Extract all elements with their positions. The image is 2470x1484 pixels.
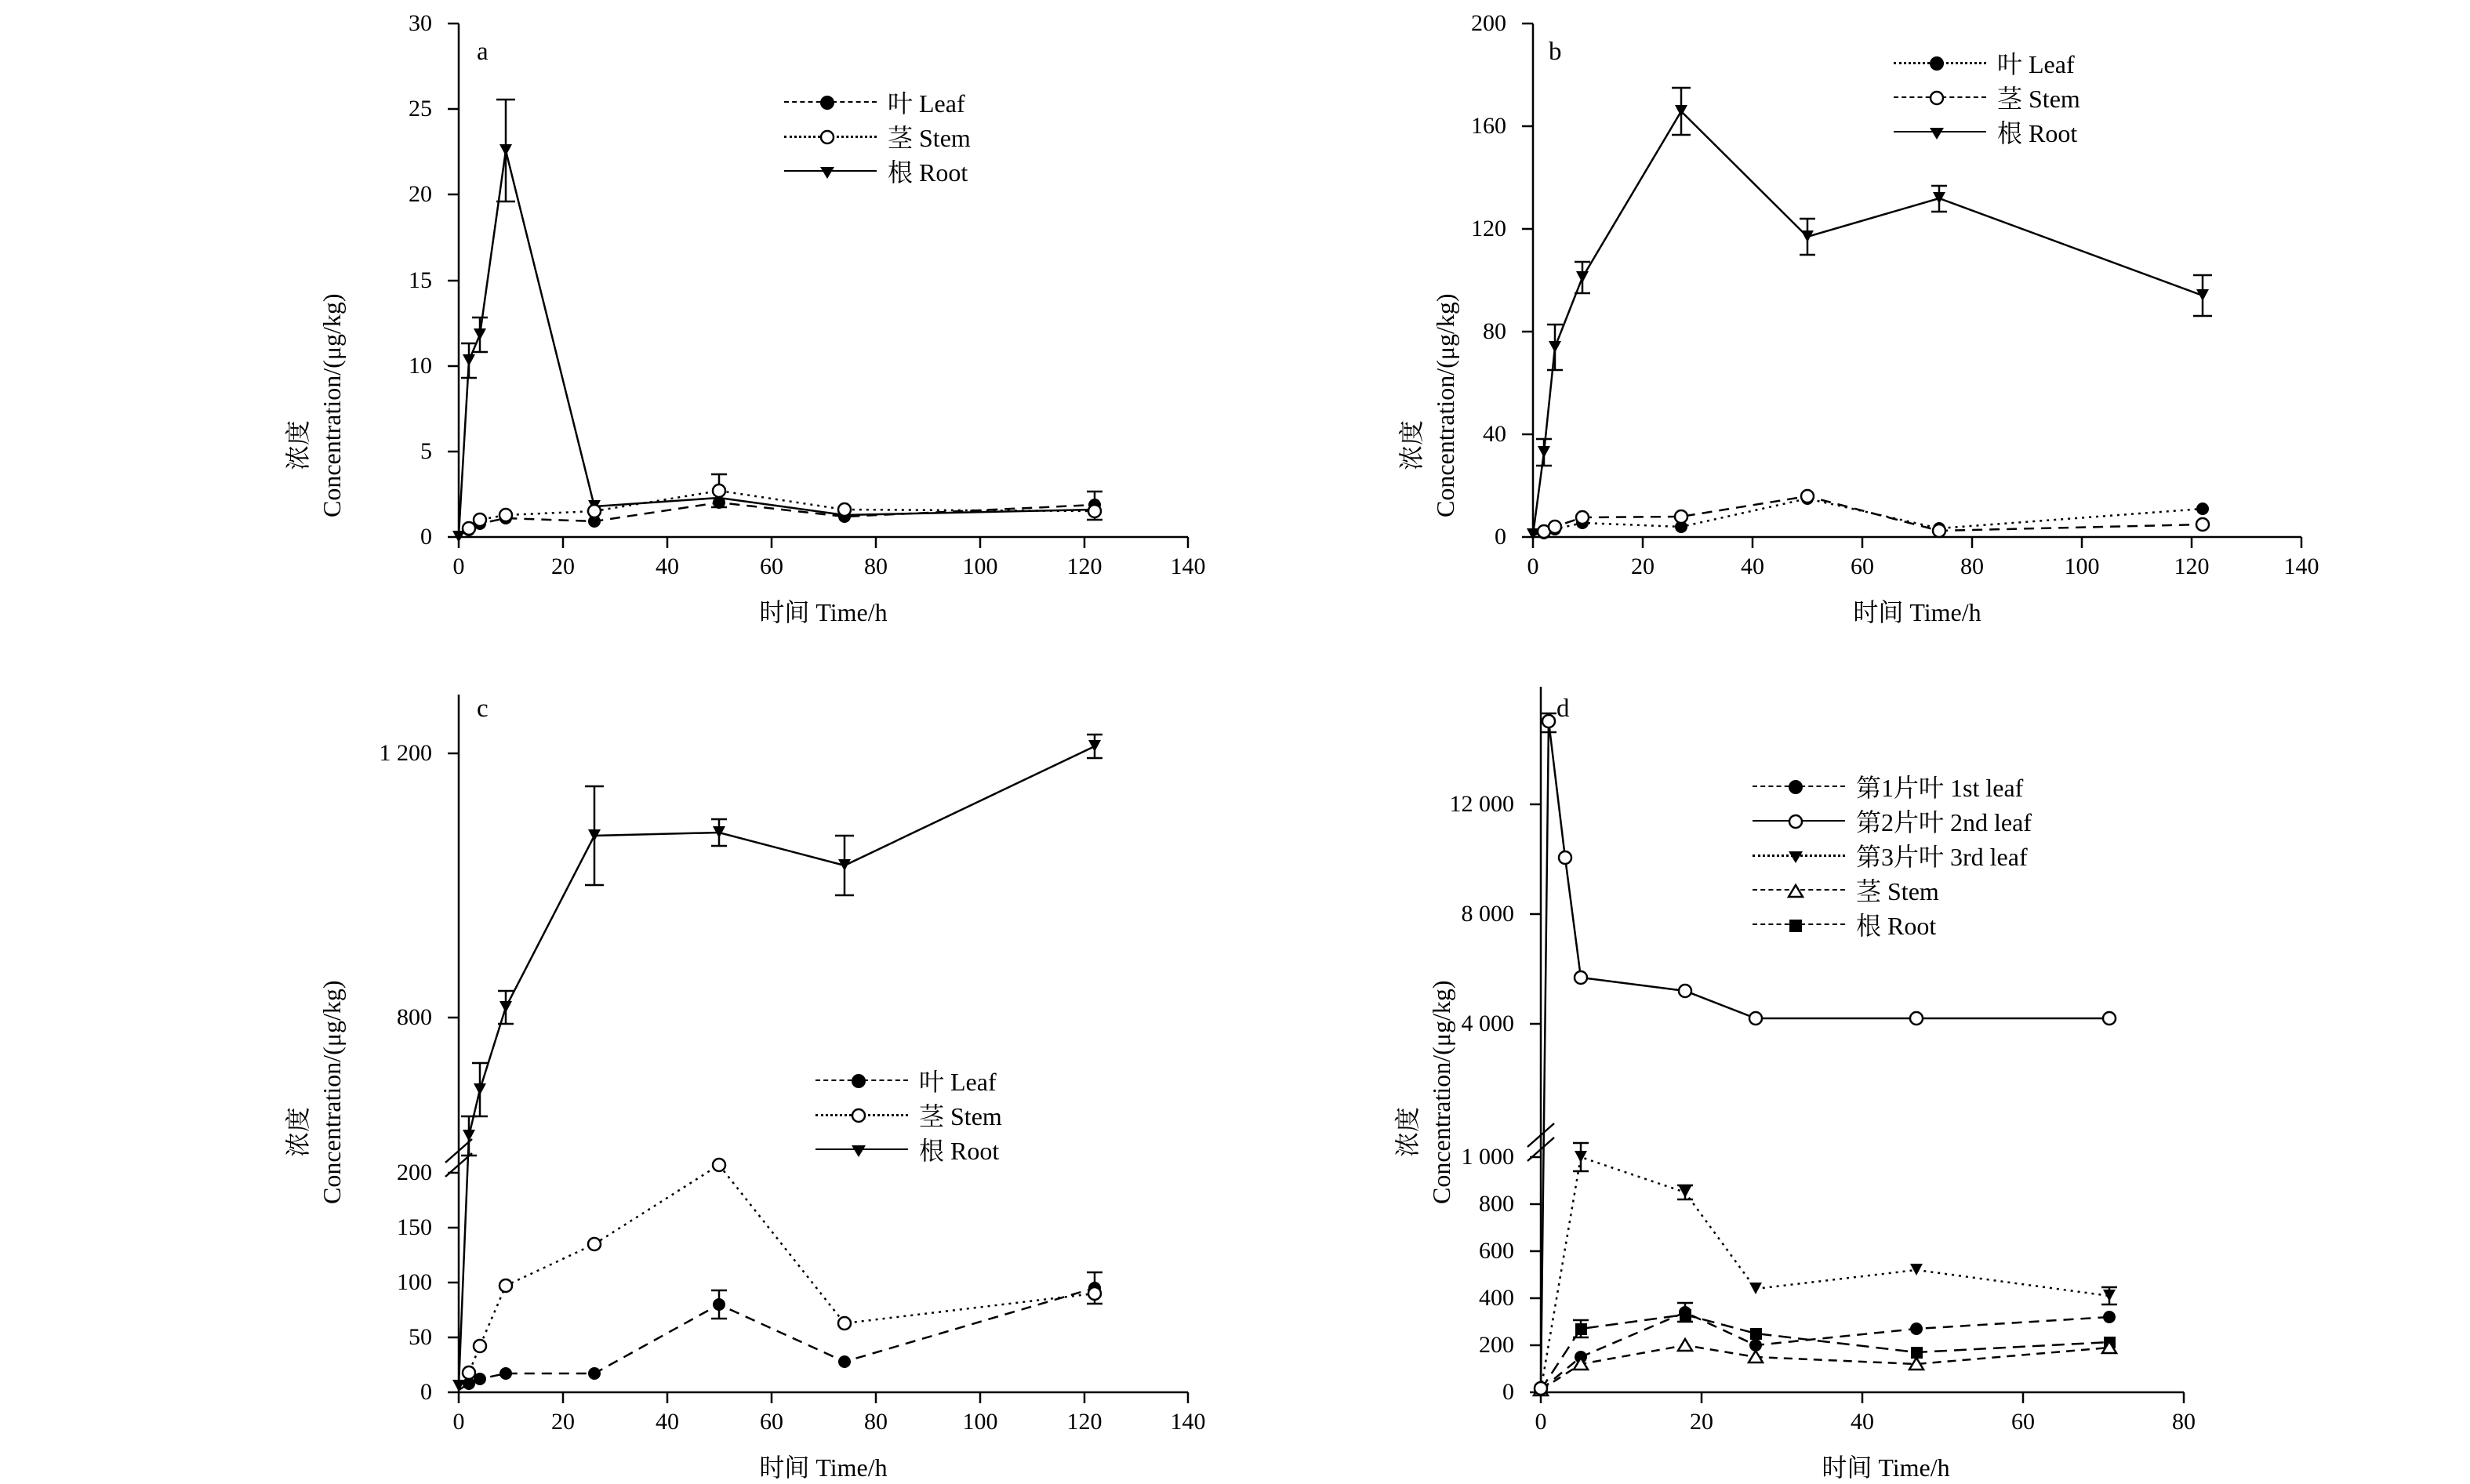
- x-tick-a-100: 100: [962, 553, 998, 579]
- chart-panel-a: [0, 0, 1235, 671]
- y-tick-a-15: 15: [409, 267, 432, 293]
- y-tick-a-20: 20: [409, 181, 432, 207]
- y-axis-title-c-en: Concentration/(μg/kg): [318, 980, 346, 1204]
- x-tick-b-80: 80: [1960, 553, 1984, 579]
- x-tick-b-20: 20: [1631, 553, 1655, 579]
- legend-item-d-leaf2: [1753, 804, 2032, 838]
- legend-marker-triangle-down-icon: [815, 1132, 908, 1167]
- plot-a: [0, 0, 1235, 671]
- legend-marker-open-triangle-up-icon: [1753, 873, 1845, 907]
- y-tick-d-400: 400: [1479, 1285, 1514, 1311]
- x-tick-b-140: 140: [2283, 553, 2319, 579]
- y-tick-a-10: 10: [409, 353, 432, 379]
- legend-label-c-leaf: 叶 Leaf: [919, 1068, 997, 1096]
- panel-label-a: a: [477, 38, 489, 66]
- y-tick-d-200: 200: [1479, 1332, 1514, 1358]
- legend-item-b-leaf: [1894, 45, 2080, 80]
- x-tick-a-0: 0: [452, 553, 465, 579]
- y-tick-c-1200: 1 200: [379, 740, 432, 766]
- legend-label-d-stem: 茎 Stem: [1856, 877, 1939, 905]
- x-tick-a-140: 140: [1170, 553, 1206, 579]
- legend-marker-triangle-down-icon: [1753, 838, 1845, 873]
- y-tick-a-5: 5: [420, 438, 432, 464]
- legend-item-c-stem: [815, 1098, 1002, 1132]
- x-tick-c-40: 40: [656, 1409, 679, 1435]
- y-tick-c-150: 150: [397, 1214, 432, 1240]
- legend-a: [784, 85, 971, 188]
- panel-label-b: b: [1549, 38, 1562, 66]
- y-tick-d-12000: 12 000: [1449, 791, 1514, 817]
- legend-marker-filled-circle-icon: [815, 1063, 908, 1098]
- x-tick-c-0: 0: [452, 1409, 465, 1435]
- legend-item-d-stem: [1753, 873, 2032, 907]
- y-tick-c-50: 50: [409, 1324, 432, 1350]
- x-axis-title-c: 时间 Time/h: [759, 1453, 888, 1482]
- x-tick-a-80: 80: [864, 553, 888, 579]
- plot-c: [0, 671, 1235, 1343]
- legend-item-a-leaf: [784, 85, 971, 119]
- x-tick-c-120: 120: [1066, 1409, 1102, 1435]
- y-tick-c-100: 100: [397, 1269, 432, 1295]
- y-tick-b-0: 0: [1495, 524, 1506, 550]
- legend-marker-filled-circle-icon: [784, 85, 877, 119]
- x-tick-b-0: 0: [1527, 553, 1539, 579]
- x-tick-c-140: 140: [1170, 1409, 1206, 1435]
- chart-panel-b: [1235, 0, 2470, 671]
- y-tick-a-0: 0: [420, 524, 432, 550]
- y-axis-title-d-cn: 浓度: [1393, 1106, 1422, 1157]
- x-tick-d-0: 0: [1535, 1409, 1547, 1435]
- x-axis-title-a: 时间 Time/h: [759, 598, 888, 626]
- x-tick-b-120: 120: [2174, 553, 2210, 579]
- y-tick-b-200: 200: [1471, 10, 1506, 36]
- legend-marker-filled-square-icon: [1753, 907, 1845, 942]
- x-axis-title-b: 时间 Time/h: [1853, 598, 1981, 626]
- legend-label-c-root: 根 Root: [919, 1137, 1000, 1165]
- x-tick-d-40: 40: [1851, 1409, 1874, 1435]
- chart-panel-c: [0, 671, 1235, 1482]
- y-tick-a-30: 30: [409, 10, 432, 36]
- legend-marker-filled-circle-icon: [1894, 45, 1986, 80]
- legend-marker-triangle-down-icon: [784, 154, 877, 188]
- legend-item-d-root: [1753, 907, 2032, 942]
- legend-label-b-leaf: 叶 Leaf: [1997, 50, 2075, 78]
- legend-label-d-leaf3: 第3片叶 3rd leaf: [1856, 843, 2028, 871]
- legend-label-d-root: 根 Root: [1856, 912, 1937, 940]
- legend-b: [1894, 45, 2080, 149]
- legend-item-d-leaf1: [1753, 769, 2032, 804]
- legend-label-b-stem: 茎 Stem: [1997, 85, 2080, 113]
- panel-label-d: d: [1556, 695, 1570, 723]
- legend-marker-triangle-down-icon: [1894, 114, 1986, 149]
- legend-item-b-root: [1894, 114, 2080, 149]
- x-tick-b-100: 100: [2064, 553, 2100, 579]
- legend-item-c-root: [815, 1132, 1002, 1167]
- legend-marker-open-circle-icon: [1894, 80, 1986, 114]
- legend-marker-open-circle-icon: [1753, 804, 1845, 838]
- chart-panel-d: [1235, 671, 2470, 1482]
- legend-item-c-leaf: [815, 1063, 1002, 1098]
- legend-label-c-stem: 茎 Stem: [919, 1102, 1002, 1130]
- legend-marker-open-circle-icon: [815, 1098, 908, 1132]
- x-tick-d-60: 60: [2011, 1409, 2035, 1435]
- x-tick-a-120: 120: [1066, 553, 1102, 579]
- x-tick-d-80: 80: [2172, 1409, 2196, 1435]
- legend-label-b-root: 根 Root: [1997, 119, 2078, 147]
- legend-item-b-stem: [1894, 80, 2080, 114]
- x-tick-d-20: 20: [1690, 1409, 1713, 1435]
- y-axis-title-b-cn: 浓度: [1397, 419, 1426, 470]
- y-axis-title-a-cn: 浓度: [284, 419, 312, 470]
- legend-item-d-leaf3: [1753, 838, 2032, 873]
- y-tick-b-120: 120: [1471, 216, 1506, 241]
- x-tick-a-40: 40: [656, 553, 679, 579]
- legend-marker-filled-circle-icon: [1753, 769, 1845, 804]
- y-axis-title-b-en: Concentration/(μg/kg): [1431, 293, 1459, 517]
- legend-marker-open-circle-icon: [784, 119, 877, 154]
- legend-c: [815, 1063, 1002, 1167]
- y-tick-d-8000: 8 000: [1461, 901, 1514, 927]
- x-tick-c-80: 80: [864, 1409, 888, 1435]
- legend-item-a-stem: [784, 119, 971, 154]
- y-tick-c-0: 0: [420, 1379, 432, 1405]
- y-tick-d-800: 800: [1479, 1191, 1514, 1217]
- legend-label-a-stem: 茎 Stem: [888, 124, 971, 152]
- y-tick-d-4000: 4 000: [1461, 1010, 1514, 1036]
- x-axis-title-d: 时间 Time/h: [1822, 1453, 1950, 1482]
- panel-label-c: c: [477, 695, 489, 723]
- y-axis-title-d-en: Concentration/(μg/kg): [1427, 980, 1455, 1204]
- y-tick-b-40: 40: [1483, 421, 1506, 447]
- x-tick-a-20: 20: [551, 553, 575, 579]
- y-tick-d-600: 600: [1479, 1238, 1514, 1264]
- y-axis-title-c-cn: 浓度: [284, 1106, 312, 1157]
- legend-label-a-root: 根 Root: [888, 158, 968, 187]
- x-tick-c-100: 100: [962, 1409, 998, 1435]
- y-tick-b-80: 80: [1483, 318, 1506, 344]
- x-tick-b-60: 60: [1851, 553, 1874, 579]
- y-tick-d-1000: 1 000: [1461, 1144, 1514, 1170]
- y-tick-d-0: 0: [1502, 1379, 1514, 1405]
- legend-label-d-leaf1: 第1片叶 1st leaf: [1856, 774, 2024, 802]
- y-tick-c-200: 200: [397, 1159, 432, 1185]
- legend-label-a-leaf: 叶 Leaf: [888, 89, 965, 118]
- legend-label-d-leaf2: 第2片叶 2nd leaf: [1856, 808, 2032, 836]
- x-tick-c-20: 20: [551, 1409, 575, 1435]
- legend-d: [1753, 769, 2032, 942]
- y-axis-title-a-en: Concentration/(μg/kg): [318, 293, 346, 517]
- y-tick-b-160: 160: [1471, 113, 1506, 139]
- x-tick-c-60: 60: [760, 1409, 783, 1435]
- y-tick-a-25: 25: [409, 96, 432, 122]
- y-tick-c-800: 800: [397, 1004, 432, 1030]
- legend-item-a-root: [784, 154, 971, 188]
- x-tick-a-60: 60: [760, 553, 783, 579]
- x-tick-b-40: 40: [1741, 553, 1764, 579]
